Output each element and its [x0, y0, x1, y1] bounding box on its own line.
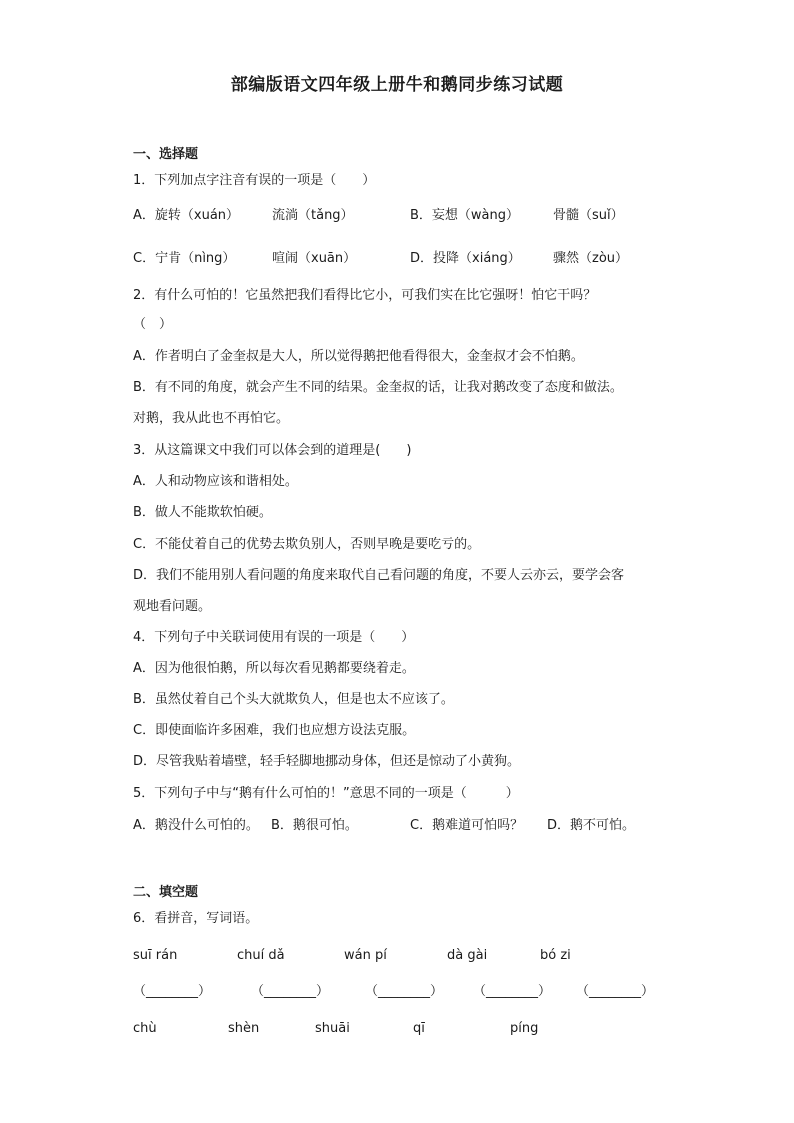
pinyin-item: suī rán: [133, 948, 178, 963]
section-heading-choice: 一、选择题: [133, 147, 199, 162]
question-5-option-c: C．鹅难道可怕吗？: [410, 818, 524, 833]
question-4-option-d: D．尽管我贴着墙壁，轻手轻脚地挪动身体，但还是惊动了小黄狗。: [133, 754, 521, 769]
pinyin-item: bó zi: [540, 948, 571, 963]
question-3-option-a: A．人和动物应该和谐相处。: [133, 474, 298, 489]
question-5-option-d: D．鹅不可怕。: [547, 818, 636, 833]
answer-blank[interactable]: （________）: [473, 984, 552, 999]
section-heading-fill: 二、填空题: [133, 885, 199, 900]
question-6-stem: 6．看拼音，写词语。: [133, 911, 259, 926]
question-2-option-b: B．有不同的角度，就会产生不同的结果。金奎叔的话，让我对鹅改变了态度和做法。: [133, 380, 623, 395]
question-2-option-b-cont: 对鹅，我从此也不再怕它。: [133, 411, 290, 426]
answer-blank[interactable]: （________）: [365, 984, 444, 999]
answer-blank[interactable]: （________）: [133, 984, 212, 999]
question-2-option-a: A．作者明白了金奎叔是大人，所以觉得鹅把他看得很大，金奎叔才会不怕鹅。: [133, 349, 584, 364]
question-5-option-a: A．鹅没什么可怕的。: [133, 818, 259, 833]
question-1-option-a: A．旋转（xuán）: [133, 208, 240, 223]
question-3-option-c: C．不能仗着自己的优势去欺负别人，否则早晚是要吃亏的。: [133, 537, 481, 552]
question-1-option-d-word2: 骤然（zòu）: [553, 251, 629, 266]
question-2-stem: 2．有什么可怕的！它虽然把我们看得比它小，可我们实在比它强呀！怕它干吗？: [133, 288, 597, 303]
question-1-option-c: C．宁肯（nìng）: [133, 251, 236, 266]
question-5-stem: 5．下列句子中与“鹅有什么可怕的！”意思不同的一项是（ ）: [133, 786, 519, 801]
answer-blank[interactable]: （________）: [576, 984, 655, 999]
question-1-option-d: D．投降（xiáng）: [410, 251, 521, 266]
pinyin-item: chuí dǎ: [237, 948, 285, 963]
question-4-option-a: A．因为他很怕鹅，所以每次看见鹅都要绕着走。: [133, 661, 415, 676]
question-1-option-a-word2: 流淌（tǎng）: [272, 208, 354, 223]
pinyin-item: shuāi: [315, 1021, 350, 1036]
question-2-answer-paren: （ ）: [133, 317, 173, 332]
pinyin-item: wán pí: [344, 948, 387, 963]
question-3-stem: 3．从这篇课文中我们可以体会到的道理是( ): [133, 443, 412, 458]
pinyin-item: píng: [510, 1021, 539, 1036]
question-3-option-d: D．我们不能用别人看问题的角度来取代自己看问题的角度，不要人云亦云，要学会客: [133, 568, 625, 583]
question-1-option-c-word2: 喧闹（xuān）: [272, 251, 357, 266]
answer-blank[interactable]: （________）: [251, 984, 330, 999]
question-1-stem: 1．下列加点字注音有误的一项是（ ）: [133, 173, 376, 188]
question-3-option-d-cont: 观地看问题。: [133, 599, 212, 614]
document-title: 部编版语文四年级上册牛和鹅同步练习试题: [230, 75, 564, 95]
question-3-option-b: B．做人不能欺软怕硬。: [133, 505, 272, 520]
pinyin-item: chù: [133, 1021, 157, 1036]
question-5-option-b: B．鹅很可怕。: [271, 818, 358, 833]
question-4-option-b: B．虽然仗着自己个头大就欺负人，但是也太不应该了。: [133, 692, 454, 707]
question-1-option-b-word2: 骨髓（suǐ）: [553, 208, 624, 223]
pinyin-item: dà gài: [447, 948, 488, 963]
pinyin-item: shèn: [228, 1021, 260, 1036]
question-1-option-b: B．妄想（wàng）: [410, 208, 520, 223]
question-4-stem: 4．下列句子中关联词使用有误的一项是（ ）: [133, 630, 415, 645]
pinyin-item: qī: [413, 1021, 425, 1036]
question-4-option-c: C．即使面临许多困难，我们也应想方设法克服。: [133, 723, 416, 738]
